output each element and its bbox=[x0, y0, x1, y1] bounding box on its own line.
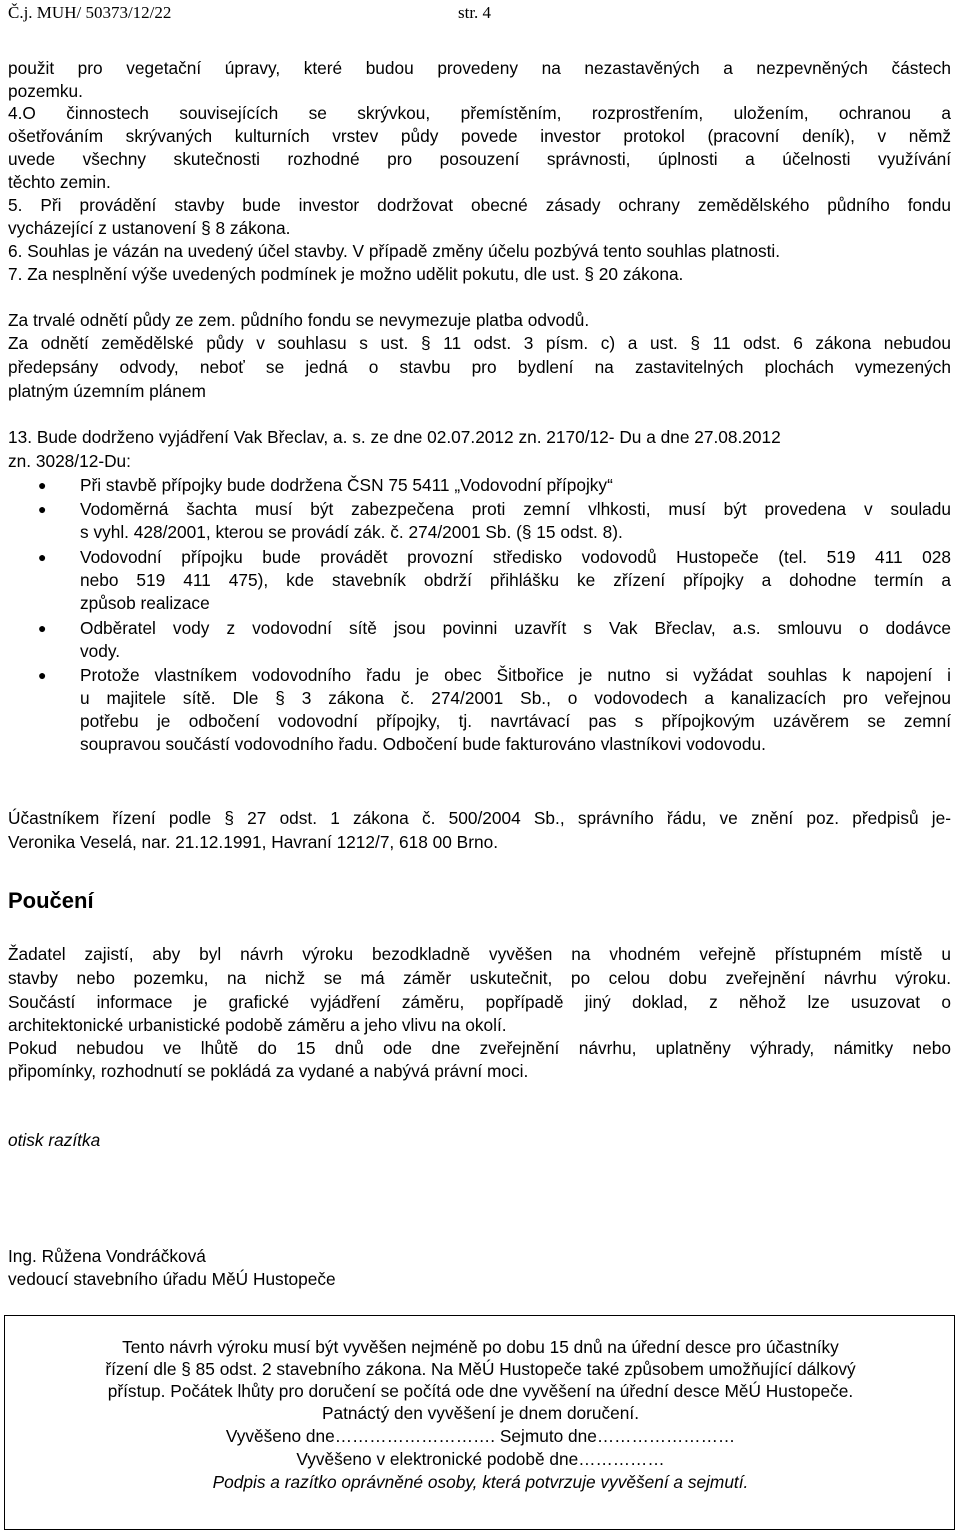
text-line: Součástí informace je grafické vyjádření záměru, popřípadě jiný doklad, z něhož lze usuzovat o bbox=[8, 992, 951, 1012]
signature-instruction: Podpis a razítko oprávněné osoby, která potvrzuje vyvěšení a sejmutí. bbox=[212, 1472, 749, 1492]
text-line: pozemku. bbox=[8, 81, 83, 101]
text-line: 6. Souhlas je vázán na uvedený účel stavby. V případě změny účelu pozbývá tento souhlas platnosti. bbox=[8, 241, 781, 261]
list-item: Protože vlastníkem vodovodního řadu je obec Šitbořice je nutno si vyžádat souhlas k napojení i bbox=[80, 665, 951, 685]
text-line: Za odnětí zemědělské půdy v souhlasu s ust. § 11 odst. 3 písm. c) a ust. § 11 odst. 6 zákona nebudou bbox=[8, 333, 951, 353]
list-item: vody. bbox=[80, 641, 121, 661]
list-item: Při stavbě přípojky bude dodržena ČSN 75 5411 „Vodovodní přípojky“ bbox=[80, 475, 613, 495]
text-line: 5. Při provádění stavby bude investor dodržovat obecné zásady ochrany zemědělského půdního fondu bbox=[8, 195, 951, 215]
text-line: 7. Za nesplnění výše uvedených podmínek je možno udělit pokutu, dle ust. § 20 zákona. bbox=[8, 264, 684, 284]
list-item: Vodovodní přípojku bude provádět provozní středisko vodovodů Hustopeče (tel. 519 411 028 bbox=[80, 547, 951, 567]
posted-removed-dates: Vyvěšeno dne………………………. Sejmuto dne…………………… bbox=[225, 1426, 736, 1446]
notice-line: přístup. Počátek lhůty pro doručení se počítá ode dne vyvěšení na úřední desce MěÚ Hustopeče. bbox=[107, 1381, 854, 1401]
stamp-placeholder: otisk razítka bbox=[8, 1130, 101, 1150]
text-line: platným územním plánem bbox=[8, 381, 206, 401]
bullet-icon: ● bbox=[38, 667, 47, 683]
signatory-title: vedoucí stavebního úřadu MěÚ Hustopeče bbox=[8, 1269, 336, 1289]
list-item: nebo 519 411 475), kde stavebník obdrží přihlášku ke zřízení přípojky a dohodne termín a bbox=[80, 570, 951, 590]
text-line: architektonické urbanistické podobě záměru a jeho vlivu na okolí. bbox=[8, 1015, 507, 1035]
notice-line: Patnáctý den vyvěšení je dnem doručení. bbox=[321, 1403, 639, 1423]
list-item: potřebu je odbočení vodovodní přípojky, tj. navrtávací pas s přípojkovým uzávěrem se zemní bbox=[80, 711, 951, 731]
text-line: těchto zemin. bbox=[8, 172, 111, 192]
bullet-icon: ● bbox=[38, 549, 47, 565]
bullet-icon: ● bbox=[38, 620, 47, 636]
notice-line: Tento návrh výroku musí být vyvěšen nejméně po dobu 15 dnů na úřední desce pro účastníky bbox=[122, 1337, 839, 1357]
list-item: Odběratel vody z vodovodní sítě jsou povinni uzavřít s Vak Břeclav, a.s. smlouvu o dodávce bbox=[80, 618, 951, 638]
electronic-posting-date: Vyvěšeno v elektronické podobě dne…………… bbox=[296, 1449, 665, 1469]
text-line: ošetřováním skrývaných kulturních vrstev půdy povede investor protokol (pracovní deník), v němž bbox=[8, 126, 951, 146]
text-line: Za trvalé odnětí půdy ze zem. půdního fondu se nevymezuje platba odvodů. bbox=[8, 310, 590, 330]
bullet-icon: ● bbox=[38, 477, 47, 493]
list-item: u majitele sítě. Dle § 3 zákona č. 274/2001 Sb., o vodovodech a kanalizacích pro veřejnou bbox=[80, 688, 951, 708]
signatory-name: Ing. Růžena Vondráčková bbox=[8, 1246, 206, 1266]
text-line: zn. 3028/12-Du: bbox=[8, 451, 131, 471]
bullet-icon: ● bbox=[38, 501, 47, 517]
list-item: způsob realizace bbox=[80, 593, 210, 613]
list-item: soupravou součástí vodovodního řadu. Odbočení bude fakturováno vlastníkovi vodovodu. bbox=[80, 734, 766, 754]
page-number: str. 4 bbox=[458, 3, 492, 22]
text-line: Účastníkem řízení podle § 27 odst. 1 zákona č. 500/2004 Sb., správního řádu, ve znění poz. předpisů je- bbox=[8, 808, 951, 828]
text-line: 4.O činnostech souvisejících se skrývkou, přemístěním, rozprostřením, uložením, ochranou a bbox=[8, 103, 951, 123]
list-item: Vodoměrná šachta musí být zabezpečena proti zemní vlhkosti, musí být provedena v souladu bbox=[80, 499, 951, 519]
posting-notice-box bbox=[4, 1315, 955, 1530]
text-line: Pokud nebudou ve lhůtě do 15 dnů ode dne zveřejnění návrhu, uplatněny výhrady, námitky nebo bbox=[8, 1038, 951, 1058]
text-line: použit pro vegetační úpravy, které budou provedeny na nezastavěných a nezpevněných částech bbox=[8, 58, 951, 78]
document-reference-number: Č.j. MUH/ 50373/12/22 bbox=[8, 3, 172, 22]
text-line: předepsány odvody, neboť se jedná o stavbu pro bydlení na zastavitelných plochách vymezených bbox=[8, 357, 951, 377]
text-line: uvede všechny skutečnosti rozhodné pro posouzení správnosti, úplnosti a účelnosti využívání bbox=[8, 149, 951, 169]
notice-line: řízení dle § 85 odst. 2 stavebního zákona. Na MěÚ Hustopeče také způsobem umožňující dálkový bbox=[105, 1359, 856, 1379]
text-line: vycházející z ustanovení § 8 zákona. bbox=[8, 218, 291, 238]
text-line: připomínky, rozhodnutí se pokládá za vydané a nabývá právní moci. bbox=[8, 1061, 529, 1081]
text-line: Veronika Veselá, nar. 21.12.1991, Havraní 1212/7, 618 00 Brno. bbox=[8, 832, 498, 852]
text-line: 13. Bude dodrženo vyjádření Vak Břeclav, a. s. ze dne 02.07.2012 zn. 2170/12- Du a dne 27.08.2012 bbox=[8, 427, 781, 447]
text-line: stavby nebo pozemku, na nichž se má záměr uskutečnit, po celou dobu zveřejnění návrhu výroku. bbox=[8, 968, 951, 988]
list-item: s vyhl. 428/2001, kterou se provádí zák. č. 274/2001 Sb. (§ 15 odst. 8). bbox=[80, 522, 623, 542]
section-heading: Poučení bbox=[8, 888, 94, 913]
text-line: Žadatel zajistí, aby byl návrh výroku bezodkladně vyvěšen na vhodném veřejně přístupném místě u bbox=[8, 944, 951, 964]
